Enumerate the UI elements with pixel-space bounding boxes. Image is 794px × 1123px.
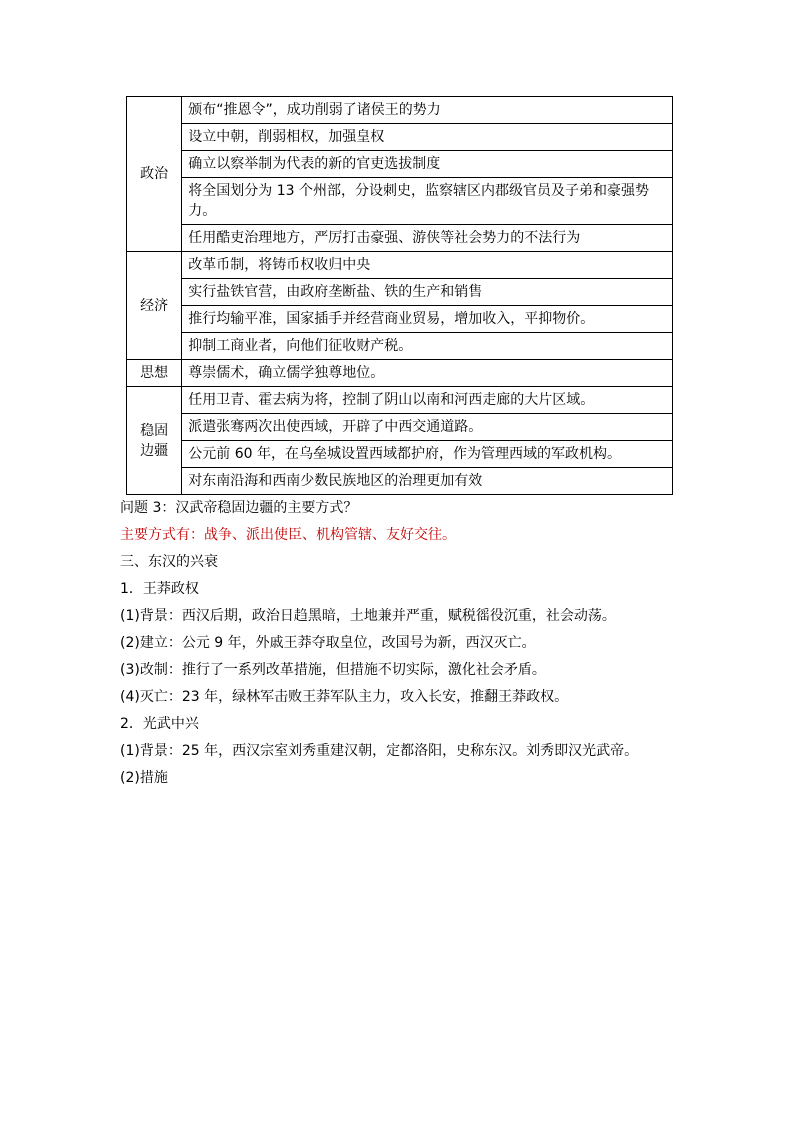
table-row xyxy=(127,468,673,495)
table-row xyxy=(127,252,673,279)
category-label-line: 稳固 xyxy=(140,422,169,439)
table-cell: 抑制工商业者，向他们征收财产税。 xyxy=(182,333,673,360)
subsection-title: 2．光武中兴 xyxy=(120,716,199,732)
table-row xyxy=(127,151,673,178)
section-title: 三、东汉的兴衰 xyxy=(120,554,218,570)
table-row xyxy=(127,97,673,124)
category-cell-politics: 政治 xyxy=(127,97,182,252)
table-cell: 任用卫青、霍去病为将，控制了阴山以南和河西走廊的大片区域。 xyxy=(182,387,673,414)
table-cell: 实行盐铁官营，由政府垄断盐、铁的生产和销售 xyxy=(182,279,673,306)
table-row xyxy=(127,333,673,360)
question-3: 问题 3：汉武帝稳固边疆的主要方式？ xyxy=(120,500,358,516)
document-page xyxy=(120,96,680,792)
table-cell: 任用酷吏治理地方，严厉打击豪强、游侠等社会势力的不法行为 xyxy=(182,225,673,252)
list-item: (2)建立：公元 9 年，外戚王莽夺取皇位，改国号为新，西汉灭亡。 xyxy=(120,635,536,651)
category-cell-frontier xyxy=(127,387,182,495)
list-item: (4)灭亡：23 年，绿林军击败王莽军队主力，攻入长安，推翻王莽政权。 xyxy=(120,689,569,705)
table-cell: 设立中朝，削弱相权，加强皇权 xyxy=(182,124,673,151)
table-row xyxy=(127,360,673,387)
table-row xyxy=(127,178,673,225)
table-row xyxy=(127,124,673,151)
list-item: (2)措施 xyxy=(120,770,168,786)
table-row xyxy=(127,441,673,468)
table-cell: 改革币制，将铸币权收归中央 xyxy=(182,252,673,279)
table-cell: 将全国划分为 13 个州部，分设刺史，监察辖区内郡级官员及子弟和豪强势力。 xyxy=(182,178,673,225)
category-label-line: 边疆 xyxy=(140,442,169,459)
category-cell-thought: 思想 xyxy=(127,360,182,387)
table-cell: 颁布“推恩令”，成功削弱了诸侯王的势力 xyxy=(182,97,673,124)
table-cell: 确立以察举制为代表的新的官吏选拔制度 xyxy=(182,151,673,178)
table-row xyxy=(127,306,673,333)
list-item: (1)背景：西汉后期，政治日趋黑暗，土地兼并严重，赋税徭役沉重，社会动荡。 xyxy=(120,608,616,624)
category-cell-economy: 经济 xyxy=(127,252,182,360)
table-row xyxy=(127,279,673,306)
table-row xyxy=(127,387,673,414)
table-cell: 派遣张骞两次出使西域，开辟了中西交通道路。 xyxy=(182,414,673,441)
table-row xyxy=(127,414,673,441)
table-cell: 公元前 60 年，在乌垒城设置西域都护府，作为管理西域的军政机构。 xyxy=(182,441,673,468)
subsection-title: 1．王莽政权 xyxy=(120,581,199,597)
list-item: (3)改制：推行了一系列改革措施，但措施不切实际，激化社会矛盾。 xyxy=(120,662,546,678)
reforms-table xyxy=(126,96,673,495)
table-cell: 尊崇儒术，确立儒学独尊地位。 xyxy=(182,360,673,387)
table-cell: 推行均输平准，国家插手并经营商业贸易，增加收入，平抑物价。 xyxy=(182,306,673,333)
list-item: (1)背景：25 年，西汉宗室刘秀重建汉朝，定都洛阳，史称东汉。刘秀即汉光武帝。 xyxy=(120,743,639,759)
table-row xyxy=(127,225,673,252)
answer-3: 主要方式有：战争、派出使臣、机构管辖、友好交往。 xyxy=(120,527,456,543)
table-cell: 对东南沿海和西南少数民族地区的治理更加有效 xyxy=(182,468,673,495)
